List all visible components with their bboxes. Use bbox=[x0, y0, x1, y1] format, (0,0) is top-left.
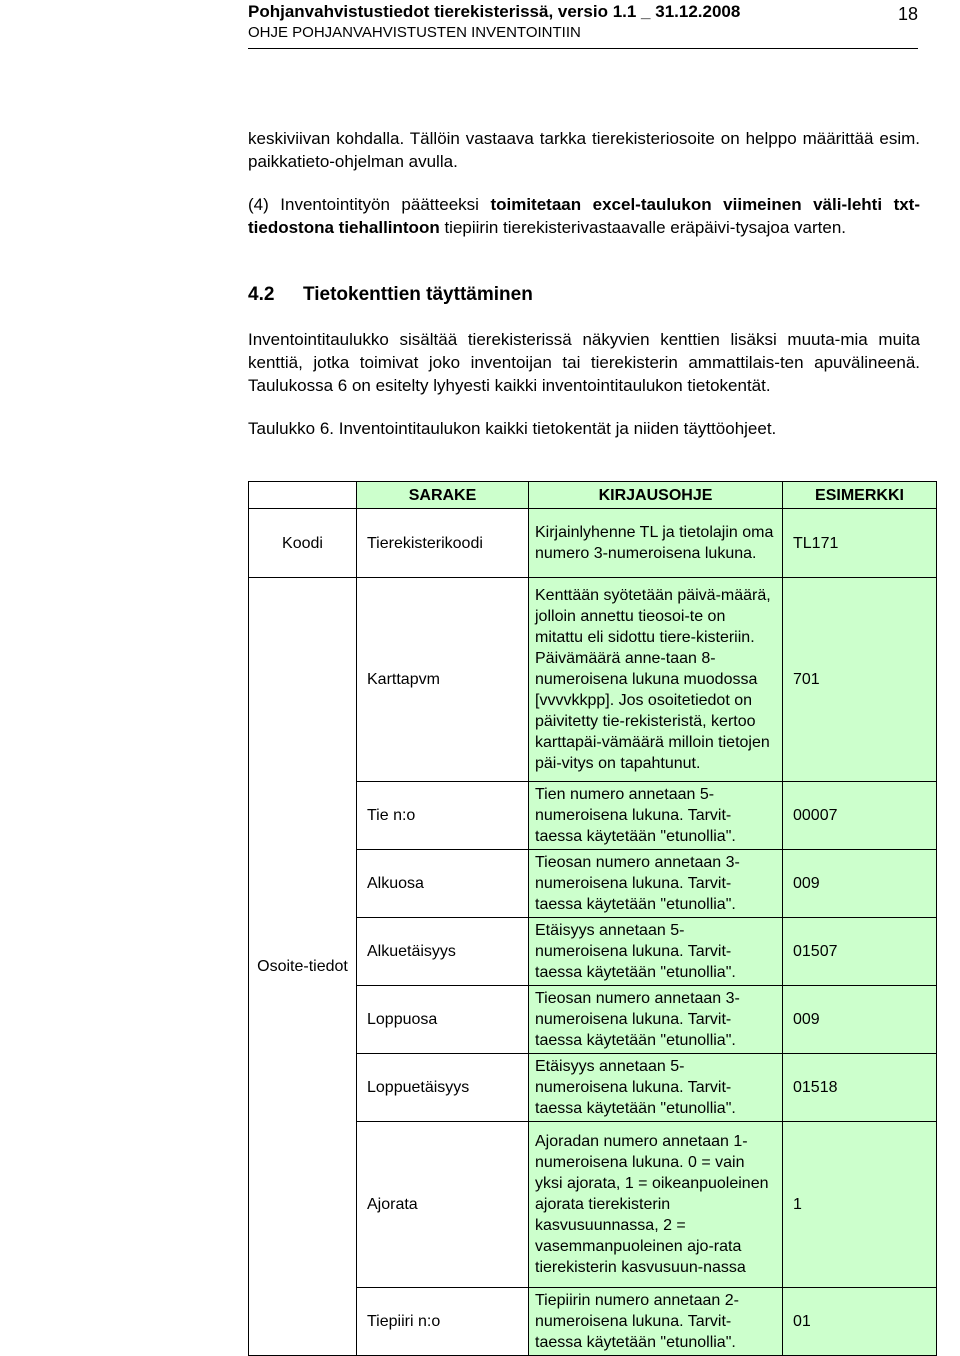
section-heading bbox=[248, 283, 920, 306]
cell-instruction: Kirjainlyhenne TL ja tietolajin oma numero 3-numeroisena lukuna. bbox=[529, 509, 783, 578]
cell-column: Alkuosa bbox=[357, 850, 529, 918]
table-header-row bbox=[249, 482, 937, 509]
cell-example: TL171 bbox=[783, 509, 937, 578]
header-rule bbox=[248, 48, 918, 49]
table-row bbox=[249, 509, 937, 578]
cell-column: Loppuetäisyys bbox=[357, 1054, 529, 1122]
cell-column: Tierekisterikoodi bbox=[357, 509, 529, 578]
table-caption: Taulukko 6. Inventointitaulukon kaikki tietokentät ja niiden täyttöohjeet. bbox=[248, 419, 777, 438]
cell-example: 00007 bbox=[783, 782, 937, 850]
cell-example: 01 bbox=[783, 1288, 937, 1356]
cell-column: Karttapvm bbox=[357, 578, 529, 782]
cell-example: 009 bbox=[783, 986, 937, 1054]
paragraph-3: Inventointitaulukko sisältää tierekisterissä näkyvien kenttien lisäksi muuta-mia muita kenttiä, jotka toimivat joko inventoijan tai tierekisterin ammattilais-ten apuvälineenä. Taulukossa 6 on esitelty lyhyesti kaikki inventointitaulukon tietokentät. bbox=[248, 330, 920, 395]
cell-column: Tiepiiri n:o bbox=[357, 1288, 529, 1356]
cell-column: Ajorata bbox=[357, 1122, 529, 1288]
cell-example: 701 bbox=[783, 578, 937, 782]
paragraph-2-bold: toimitetaan excel-taulukon viimeinen väli-lehti txt-tiedostona tiehallintoon bbox=[248, 195, 921, 237]
cell-column: Loppuosa bbox=[357, 986, 529, 1054]
cell-instruction: Etäisyys annetaan 5-numeroisena lukuna. Tarvit-taessa käytetään "etunollia". bbox=[529, 918, 783, 986]
fields-table bbox=[248, 481, 937, 1356]
table-row bbox=[249, 578, 937, 782]
cell-instruction: Tien numero annetaan 5-numeroisena lukuna. Tarvit-taessa käytetään "etunollia". bbox=[529, 782, 783, 850]
header-esimerkki: ESIMERKKI bbox=[783, 482, 937, 509]
cell-instruction: Ajoradan numero annetaan 1-numeroisena lukuna. 0 = vain yksi ajorata, 1 = oikeanpuoleinen ajorata tierekisterin kasvusuunnassa, 2 = vasemmanpuoleinen ajo-rata tierekisterin kasvusuun-nassa bbox=[529, 1122, 783, 1288]
group-koodi: Koodi bbox=[249, 509, 357, 578]
paragraph-2-end: tiepiirin tierekisterivastaavalle eräpäivi-tysajoa varten. bbox=[439, 218, 847, 237]
section-number: 4.2 bbox=[248, 284, 275, 305]
paragraph-2-start: (4) Inventointityön päätteeksi bbox=[248, 195, 491, 214]
paragraph-1: keskiviivan kohdalla. Tällöin vastaava tarkka tierekisteriosoite on helppo määrittää esim. paikkatieto-ohjelman avulla. bbox=[248, 129, 920, 171]
cell-instruction: Tiepiirin numero annetaan 2-numeroisena lukuna. Tarvit-taessa käytetään "etunollia". bbox=[529, 1288, 783, 1356]
header-kirjausohje: KIRJAUSOHJE bbox=[529, 482, 783, 509]
paragraph-2 bbox=[248, 193, 920, 239]
cell-column: Tie n:o bbox=[357, 782, 529, 850]
group-osoitetiedot: Osoite-tiedot bbox=[249, 578, 357, 1356]
document-subtitle: OHJE POHJANVAHVISTUSTEN INVENTOINTIIN bbox=[248, 24, 581, 41]
cell-example: 009 bbox=[783, 850, 937, 918]
document-title: Pohjanvahvistustiedot tierekisterissä, versio 1.1 _ 31.12.2008 bbox=[248, 2, 741, 21]
body-text bbox=[248, 127, 920, 440]
cell-example: 1 bbox=[783, 1122, 937, 1288]
section-title: Tietokenttien täyttäminen bbox=[303, 284, 533, 305]
page-number: 18 bbox=[897, 4, 918, 24]
cell-column: Alkuetäisyys bbox=[357, 918, 529, 986]
cell-instruction: Tieosan numero annetaan 3-numeroisena lukuna. Tarvit-taessa käytetään "etunollia". bbox=[529, 986, 783, 1054]
page-header bbox=[248, 2, 918, 42]
header-sarake: SARAKE bbox=[357, 482, 529, 509]
cell-instruction: Kenttään syötetään päivä-määrä, jolloin annettu tieosoi-te on mitattu eli sidottu tiere-kisteriin. Päivämäärä anne-taan 8-numeroisena lukuna muodossa [vvvvkkpp]. Jos osoitetiedot on päivitetty tie-rekisteristä, kertoo karttapäi-vämäärä milloin tietojen päi-vitys on tapahtunut. bbox=[529, 578, 783, 782]
cell-example: 01518 bbox=[783, 1054, 937, 1122]
cell-instruction: Tieosan numero annetaan 3-numeroisena lukuna. Tarvit-taessa käytetään "etunollia". bbox=[529, 850, 783, 918]
cell-instruction: Etäisyys annetaan 5-numeroisena lukuna. Tarvit-taessa käytetään "etunollia". bbox=[529, 1054, 783, 1122]
header-blank-cell bbox=[249, 482, 357, 509]
cell-example: 01507 bbox=[783, 918, 937, 986]
